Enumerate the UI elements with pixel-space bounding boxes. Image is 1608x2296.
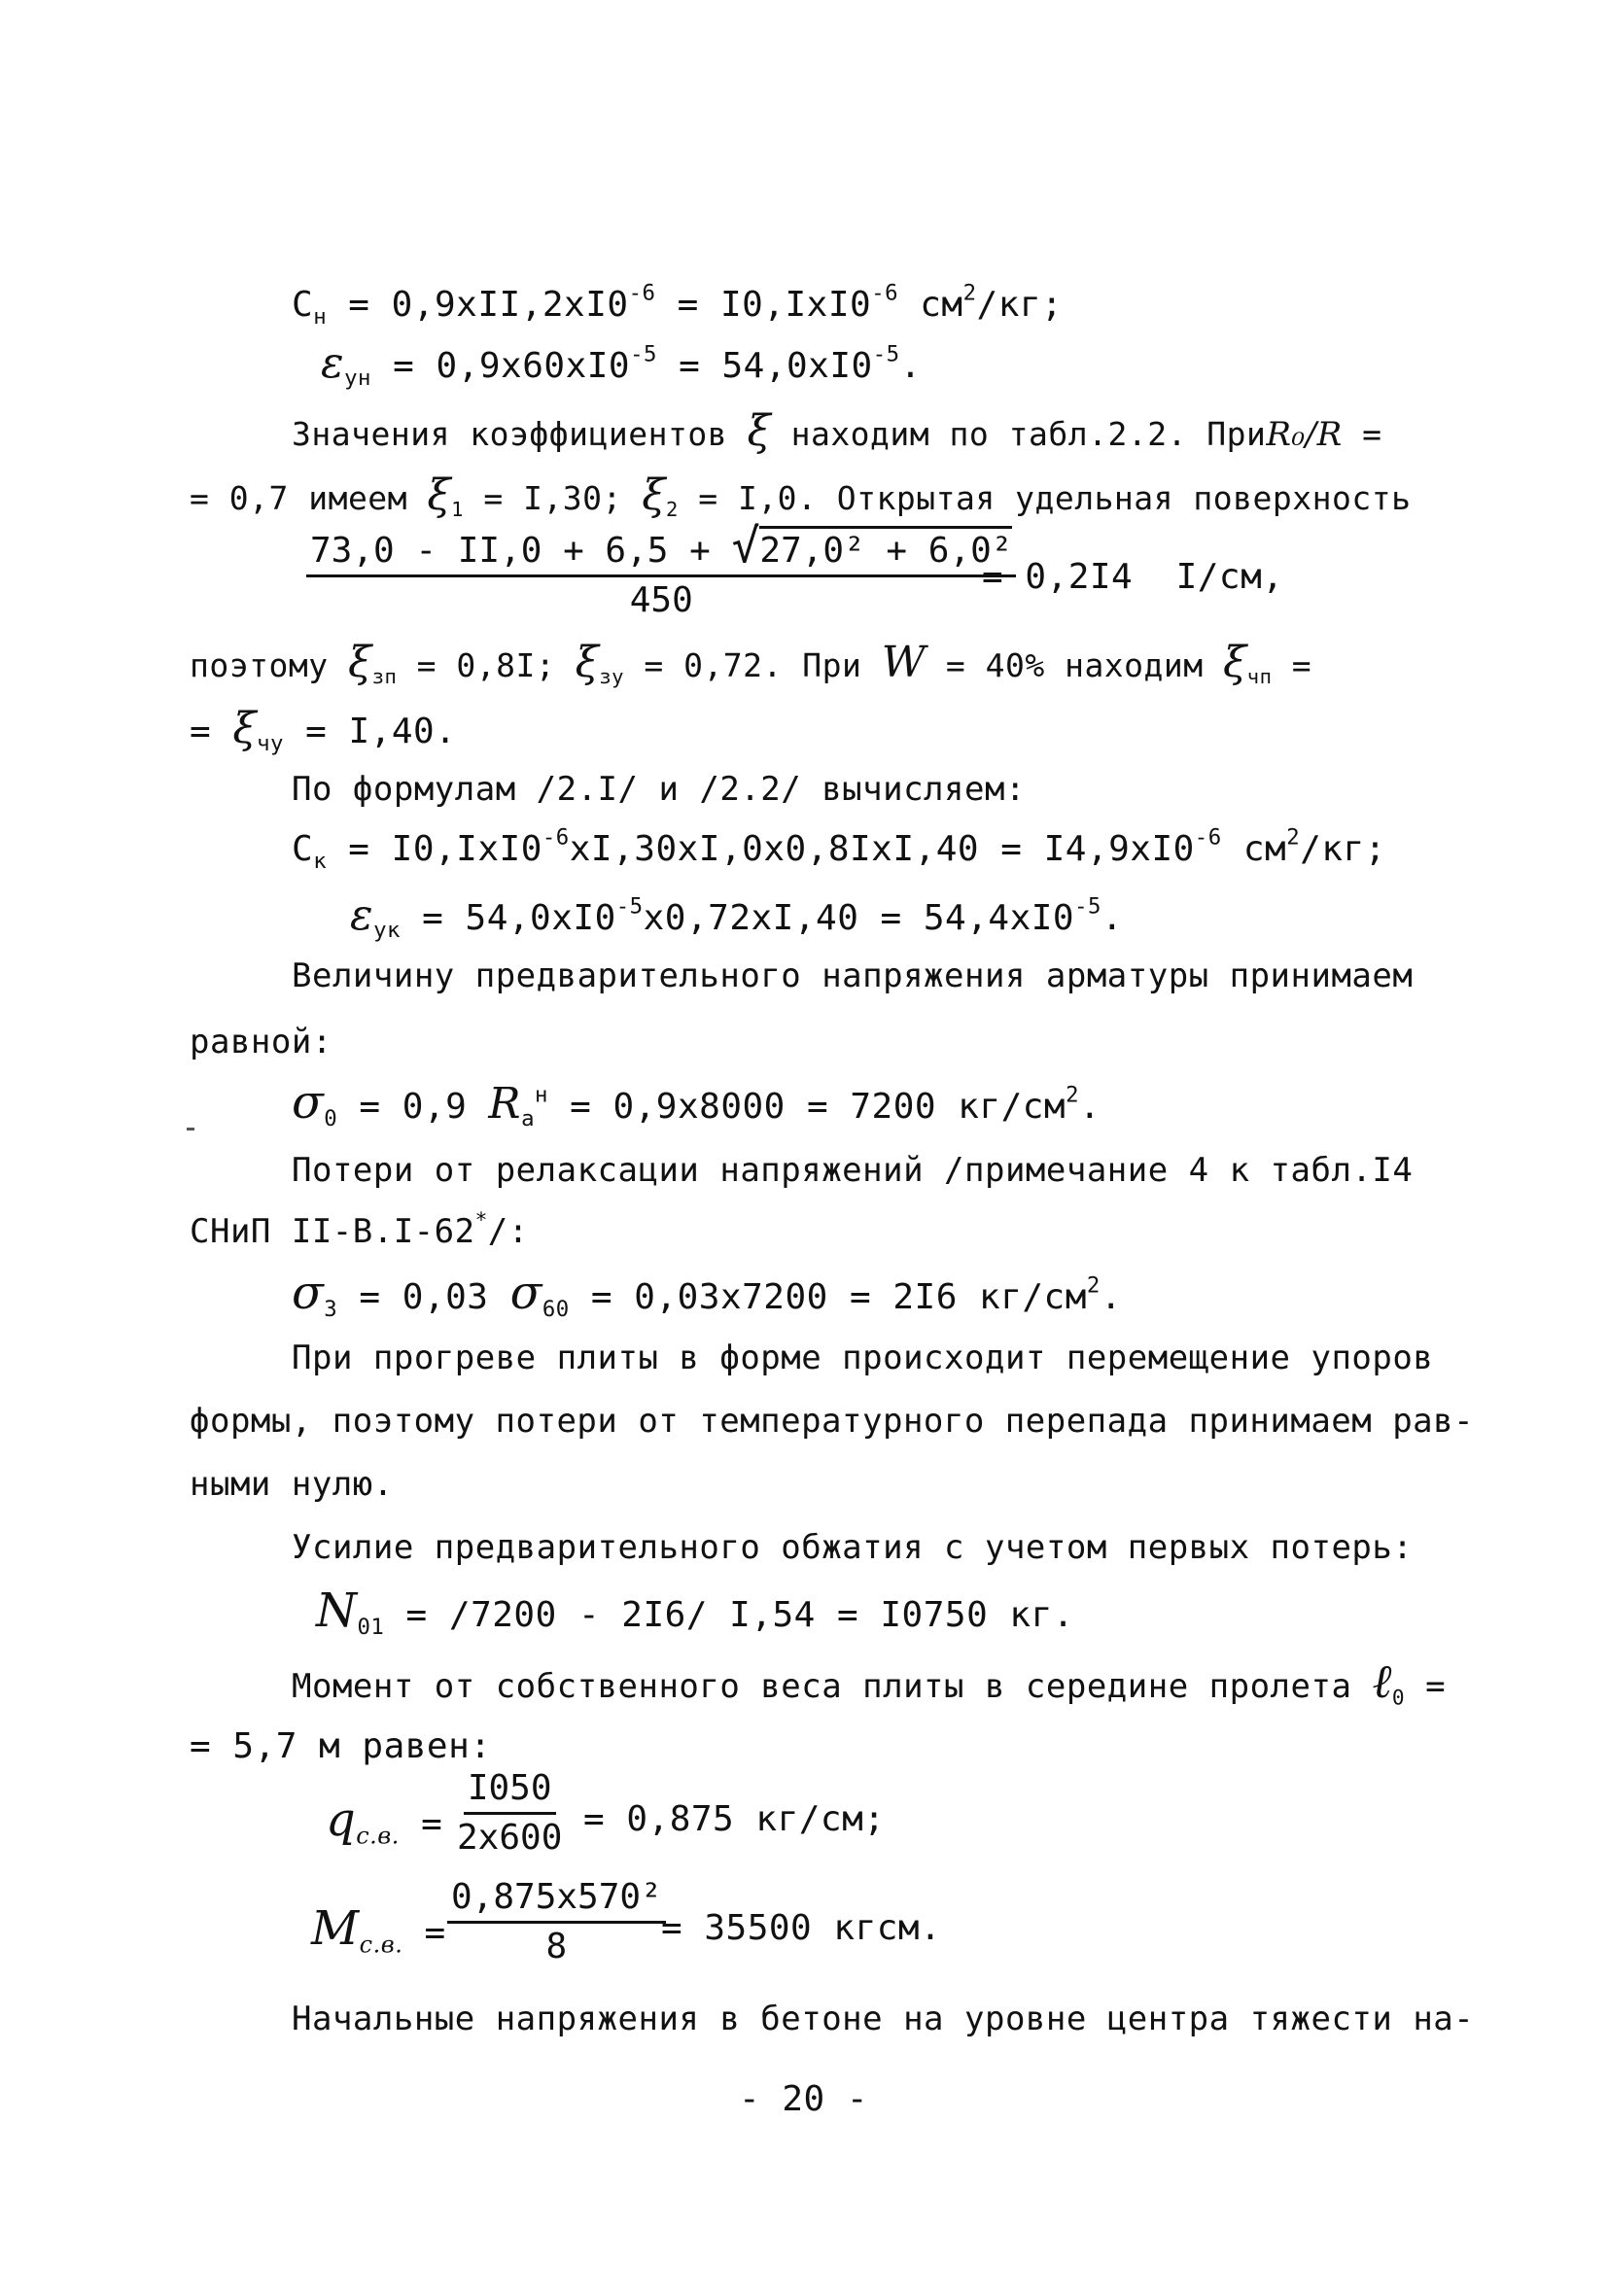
formula-sigma0: $\sigma_0 = 0,9$ $R_a^н = 0,9x8000 = 7200$ $кг/см^2$. — [292, 1075, 1101, 1131]
text-heating-para-3: ными нулю. — [190, 1465, 394, 1504]
formula-n01: $N_{01} = /7200 - 2I6/$ I,54 = I0750 кг. — [316, 1583, 1074, 1640]
fraction-q-sv: $\frac{I050}{2x600}$ — [457, 1768, 563, 1858]
text-span-length: = 5,7 м равен: — [190, 1726, 492, 1766]
formula-q-sv-label: $q_{с.в.}$ = — [326, 1792, 443, 1850]
formula-ck: $C_к = I0,IxI0^{-6}xI,30xI,0x0,8IxI,40 = I4,9xI0^{-6}$ $см^2/кг$; — [292, 824, 1386, 874]
text-open-surface: = 0,7 имеем $\xi_1 = I,30$; $\xi_2 = I,0$. Открытая удельная поверхность — [190, 470, 1412, 522]
page-number: - 20 - — [739, 2079, 869, 2119]
fraction-open-surface: $\frac{\text{73,0 - II,0 + 6,5 + √27,0² + 6,0²}}{450}$ — [306, 525, 1016, 622]
text-self-weight-moment: Момент от собственного веса плиты в середине пролета ℓ$_0$ = — [292, 1654, 1447, 1710]
text-snip-reference: СНиП II-В.I-62*/: — [190, 1207, 529, 1251]
formula-q-sv-result: = 0,875 кг/см; — [583, 1799, 886, 1839]
formula-sigma3: $\sigma_3 = 0,03$ $\sigma_{60} = 0,03x7200 = 2I6$ $кг/см^2$. — [292, 1266, 1123, 1322]
fraction-open-surface-result: = 0,2I4 I/см, — [982, 557, 1284, 597]
formula-cn: $C_н = 0,9xII,2xI0^{-6} = I0,IxI0^{-6}$ $см^2/кг$; — [292, 280, 1064, 330]
text-initial-stresses: Начальные напряжения в бетоне на уровне центра тяжести на- — [292, 2000, 1475, 2038]
formula-eps-un: $\varepsilon_{ун} = 0,9x60xI0^{-5} = 54,0xI0^{-5}$. — [321, 338, 922, 391]
text-prestress-force: Усилие предварительного обжатия с учетом первых потерь: — [292, 1528, 1414, 1567]
text-heating-para-2: формы, поэтому потери от температурного перепада принимаем рав- — [190, 1402, 1475, 1441]
text-coefficients: Значения коэффициентов ξ находим по табл.2.2. ПриR₀/R = — [292, 406, 1382, 456]
text-relaxation-losses: Потери от релаксации напряжений /примечание 4 к табл.I4 — [292, 1151, 1414, 1190]
text-prestress: Величину предварительного напряжения арматуры принимаем — [292, 957, 1414, 995]
text-by-formulas: По формулам /2.I/ и /2.2/ вычисляем: — [292, 770, 1026, 809]
fraction-m-sv: $\frac{\text{0,875x570²}}{8}$ — [447, 1876, 666, 1968]
text-xi-chu: = $\xi_{чу} = I,40$. — [190, 704, 457, 756]
formula-m-sv-label: $M_{с.в.}$ = — [311, 1901, 446, 1959]
text-heating-para-1: При прогреве плиты в форме происходит перемещение упоров — [292, 1339, 1434, 1377]
margin-mark — [187, 1128, 194, 1131]
formula-eps-uk: $\varepsilon_{ук} = 54,0xI0^{-5}x0,72xI,40 = 54,4xI0^{-5}$. — [350, 890, 1124, 943]
formula-m-sv-result: = 35500 кгсм. — [661, 1908, 942, 1948]
text-equal: равной: — [190, 1023, 332, 1061]
text-therefore: поэтому $\xi_{зп} = 0,8I$; $\xi_{зу} = 0,72$. При W = 40% находим $\xi_{чп}$ = — [190, 638, 1312, 689]
